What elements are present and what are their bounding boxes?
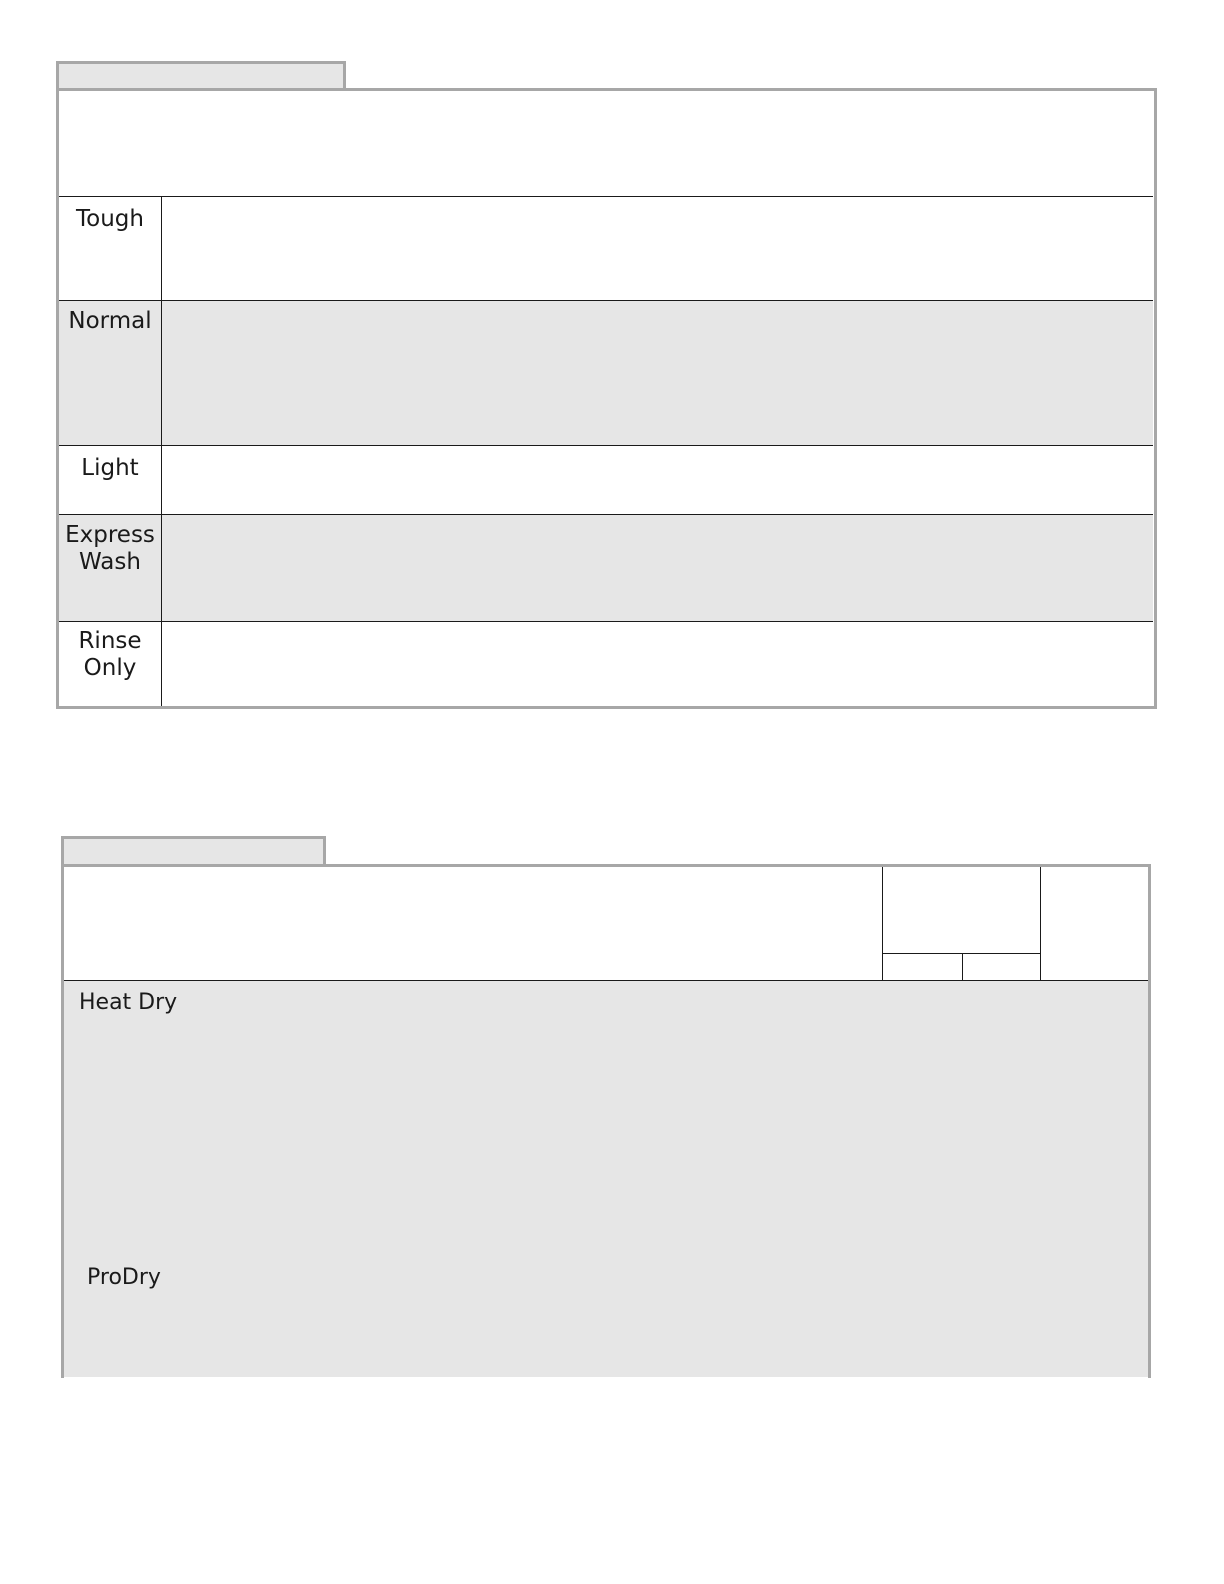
cycles-table-frame bbox=[56, 88, 1157, 709]
cycle-label-line: Wash bbox=[79, 549, 141, 575]
option-label-heat-dry: Heat Dry bbox=[79, 990, 178, 1015]
options-table-frame bbox=[61, 864, 1151, 1378]
cycle-label-rinse-only bbox=[59, 628, 161, 682]
option-label-prodry: ProDry bbox=[87, 1265, 161, 1290]
cycle-label-light: Light bbox=[81, 455, 139, 481]
cycle-label-tough: Tough bbox=[76, 206, 144, 232]
cycle-label-express-wash bbox=[59, 522, 161, 576]
cycle-label-line: Express bbox=[65, 522, 155, 548]
cycle-label-line: Only bbox=[83, 655, 137, 681]
cycle-label-line: Rinse bbox=[78, 628, 142, 654]
options-table-tab bbox=[61, 836, 326, 867]
cycles-table-tab bbox=[56, 61, 346, 91]
cycle-label-normal: Normal bbox=[68, 308, 152, 334]
